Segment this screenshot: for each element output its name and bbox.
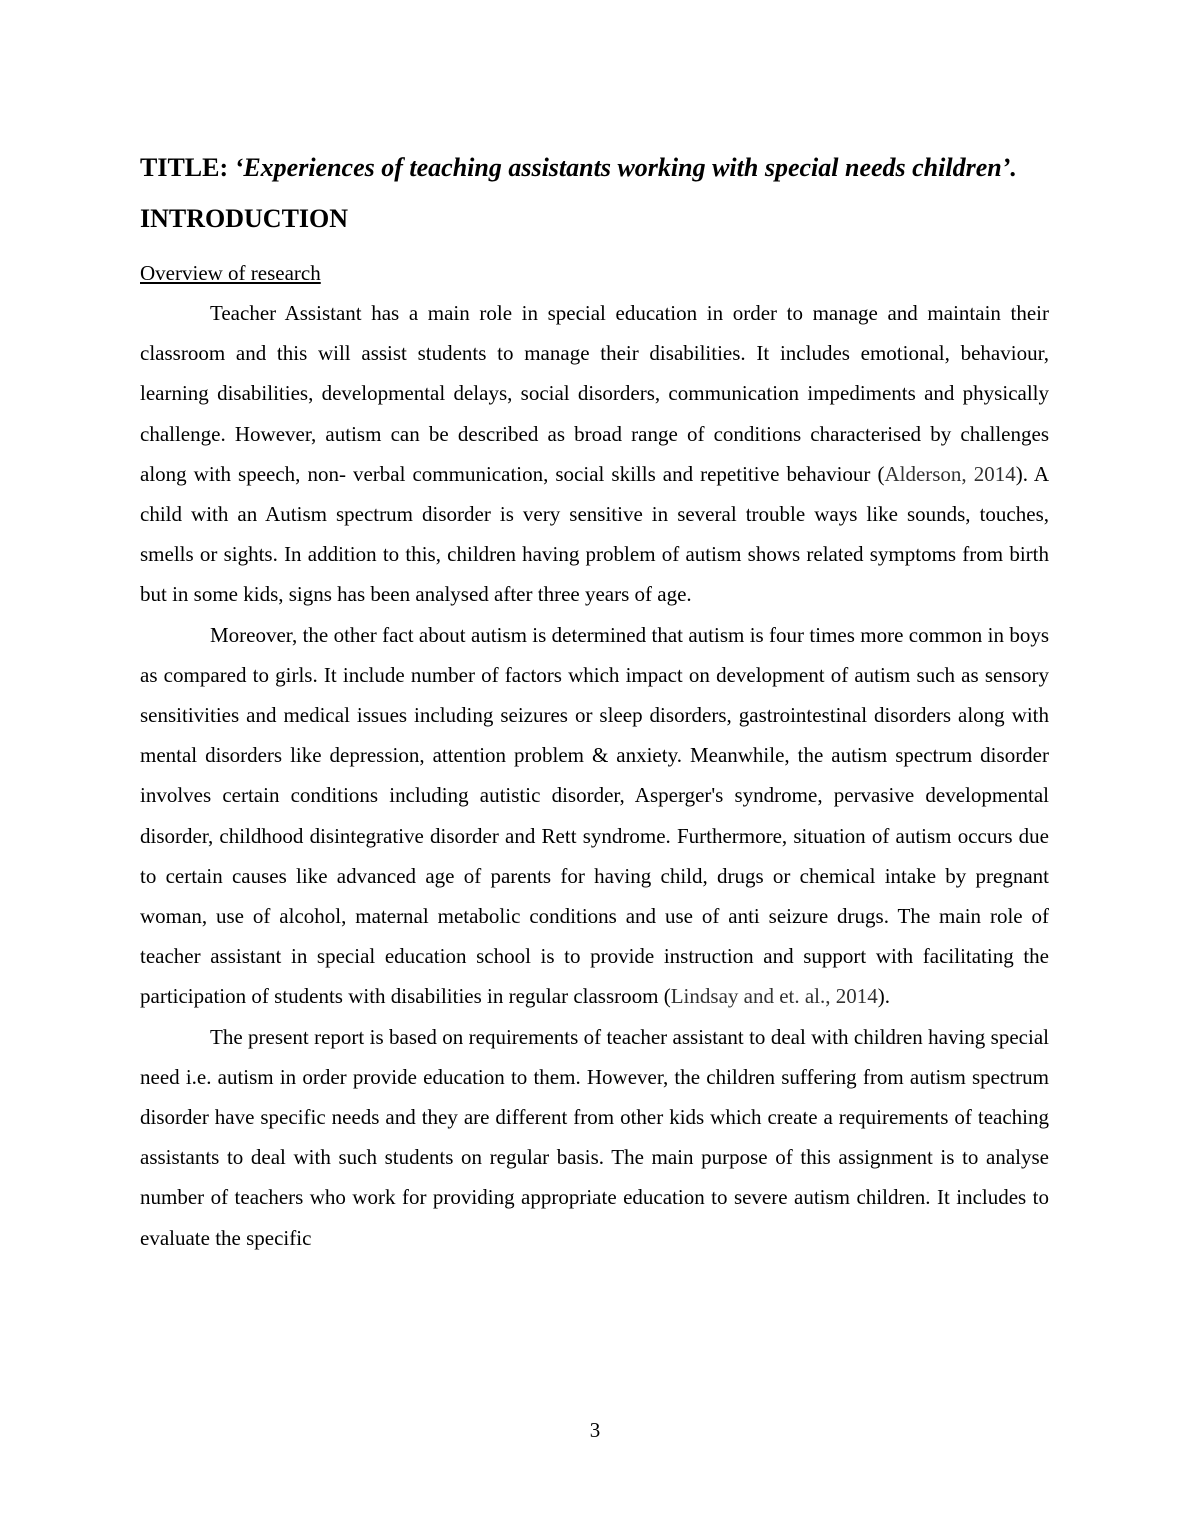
paragraph-text: Moreover, the other fact about autism is determined that autism is four times more common in boys as compared to girls. It include number of factors which impact on development of autism such as sensory sensitivities and medical issues including seizures or sleep disorders, gastrointestinal disorders along with mental disorders like depression, attention problem & anxiety. Meanwhile, the autism spectrum disorder involves certain conditions including autistic disorder, Asperger's syndrome, pervasive developmental disorder, childhood disintegrative disorder and Rett syndrome. Furthermore, situation of autism occurs due to certain causes like advanced age of parents for having child, drugs or chemical intake by pregnant woman, use of alcohol, maternal metabolic conditions and use of anti seizure drugs. The main role of teacher assistant in special education school is to provide instruction and support with facilitating the participation of students with disabilities in regular classroom ( xyxy=(140,622,1049,1009)
document-page xyxy=(140,145,1049,1258)
subsection-heading: Overview of research xyxy=(140,261,321,285)
title-text: ‘Experiences of teaching assistants working with special needs children’. xyxy=(234,153,1017,182)
paragraph-text: ). A child with an Autism spectrum disorder is very sensitive in several trouble ways like sounds, touches, smells or sights. In addition to this, children having problem of autism shows related symptoms from birth but in some kids, signs has been analysed after three years of age. xyxy=(140,461,1049,607)
paragraph-text: ). xyxy=(877,984,891,1009)
section-heading: INTRODUCTION xyxy=(140,204,349,233)
paragraph-text: Teacher Assistant has a main role in special education in order to manage and maintain their classroom and this will assist students to manage their disabilities. It includes emotional, behaviour, learning disabilities, developmental delays, social disorders, communication impediments and physically challenge. However, autism can be described as broad range of conditions characterised by challenges along with speech, non- verbal communication, social skills and repetitive behaviour ( xyxy=(140,301,1049,486)
paragraph-3 xyxy=(140,1017,1049,1258)
citation: Lindsay and et. al., 2014 xyxy=(670,984,878,1009)
paragraph-2 xyxy=(140,615,1049,1017)
document-title xyxy=(140,145,1049,191)
title-label: TITLE: xyxy=(140,153,229,182)
paragraph-text: The present report is based on requirements of teacher assistant to deal with children having special need i.e. autism in order provide education to them. However, the children suffering from autism spectrum disorder have specific needs and they are different from other kids which create a requirements of teaching assistants to deal with such students on regular basis. The main purpose of this assignment is to analyse number of teachers who work for providing appropriate education to severe autism children. It includes to evaluate the specific xyxy=(140,1024,1049,1250)
citation: Alderson, 2014 xyxy=(884,461,1016,486)
paragraph-1 xyxy=(140,293,1049,615)
page-number: 3 xyxy=(589,1418,601,1442)
